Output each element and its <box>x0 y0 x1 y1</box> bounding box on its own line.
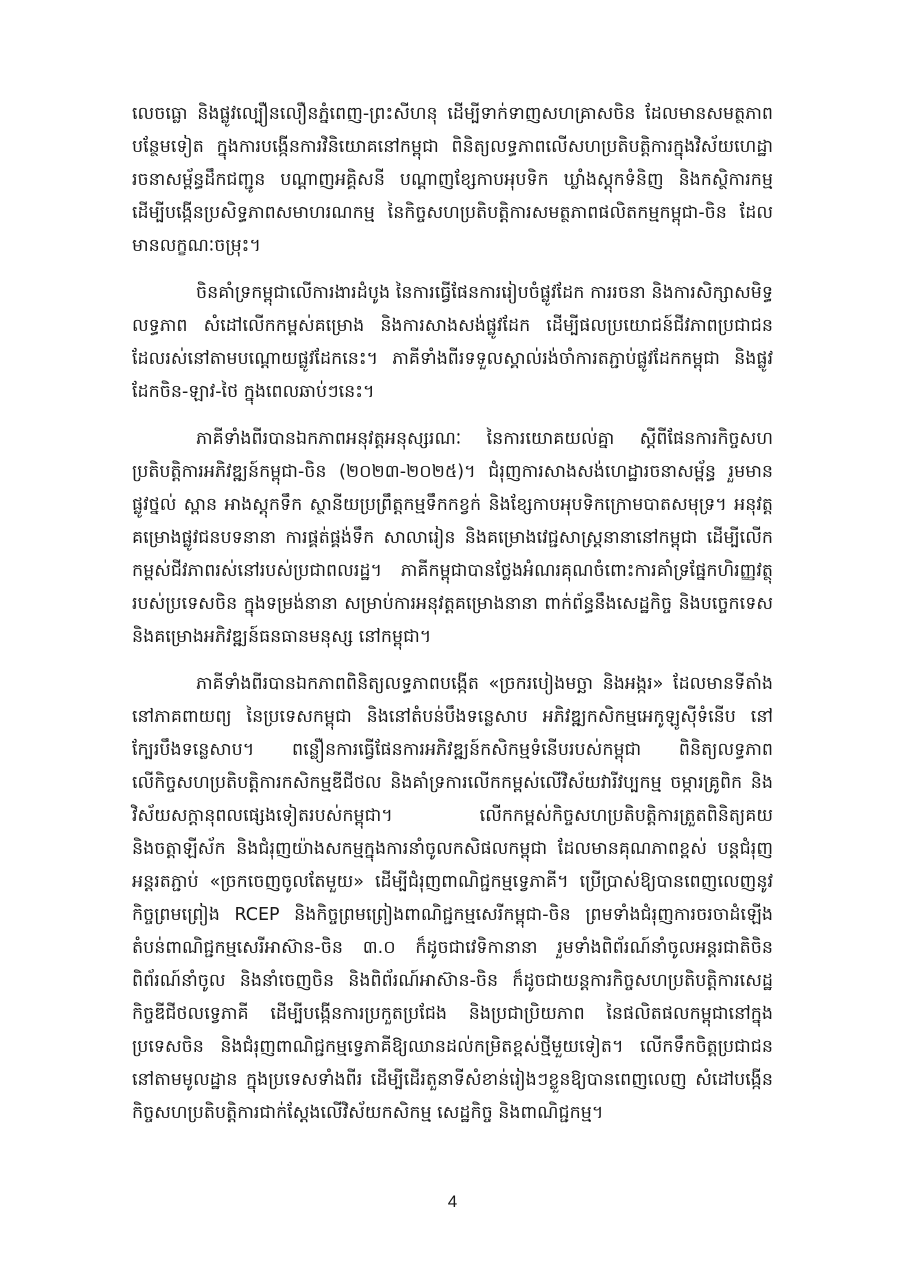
page-number: 4 <box>447 1192 458 1211</box>
paragraph-2: ចិនគាំទ្រកម្ពុជាលើការងារដំបូង នៃការធ្វើផែនការរៀបចំផ្លូវដែក ការរចនា និងការសិក្សាសមិទ្ធលទ្ធភាព សំដៅលើកកម្ពស់គម្រោង និងការសាងសង់ផ្លូវដែក ដើម្បីផលប្រយោជន៍ជីវភាពប្រជាជន ដែលរស់នៅតាមបណ្ដោយផ្លូវដែកនេះ។ ភាគីទាំងពីរទទួលស្គាល់រង់ចាំការតភ្ជាប់ផ្លូវដែកកម្ពុជា និងផ្លូវដែកចិន-ឡាវ-ថៃ ក្នុងពេលឆាប់ៗនេះ។ <box>132 283 773 402</box>
paragraph-4: ភាគីទាំងពីរបានឯកភាពពិនិត្យលទ្ធភាពបង្កើត «ច្រករបៀងមច្ឆា និងអង្ករ» ដែលមានទីតាំងនៅភាគពាយព្យ នៃប្រទេសកម្ពុជា និងនៅតំបន់បឹងទន្លេសាប អភិវឌ្ឍកសិកម្មអេកូឡូស៊ីទំនើប នៅក្បែរបឹងទន្លេសាប។ ពន្លឿនការធ្វើផែនការអភិវឌ្ឍន៍កសិកម្មទំនើបរបស់កម្ពុជា ពិនិត្យលទ្ធភាពលើកិច្ចសហប្រតិបត្តិការកសិកម្មឌីជីថល និងគាំទ្រការលើកកម្ពស់លើវិស័យវារីវប្បកម្ម ចម្ការគ្រូពិក និងវិស័យសក្តានុពលផ្សេងទៀតរបស់កម្ពុជា។ លើកកម្ពស់កិច្ចសហប្រតិបត្តិការត្រួតពិនិត្យគយ និងចត្តាឡីស័ក និងជំរុញយ៉ាងសកម្មក្នុងការនាំចូលកសិផលកម្ពុជា ដែលមានគុណភាពខ្ពស់ បន្តជំរុញអន្តរតភ្ជាប់ «ច្រកចេញចូលតែមួយ» ដើម្បីជំរុញពាណិជ្ជកម្មទ្វេភាគី។ ប្រើប្រាស់ឱ្យបានពេញលេញនូវកិច្ចព្រមព្រៀង RCEP និងកិច្ចព្រមព្រៀងពាណិជ្ជកម្មសេរីកម្ពុជា-ចិន ព្រមទាំងជំរុញការចរចាដំឡើងតំបន់ពាណិជ្ជកម្មសេរីអាស៊ាន-ចិន ៣.០ ក៏ដូចជាវេទិកានានា រួមទាំងពិព័រណ៍នាំចូលអន្តរជាតិចិន ពិព័រណ៍នាំចូល និងនាំចេញចិន និងពិព័រណ៍អាស៊ាន-ចិន ក៏ដូចជាយន្តការកិច្ចសហប្រតិបត្តិការសេដ្ឋកិច្ចឌីជីថលទ្វេភាគី ដើម្បីបង្កើនការប្រកួតប្រជែង និងប្រជាប្រិយភាព នៃផលិតផលកម្ពុជានៅក្នុងប្រទេសចិន និងជំរុញពាណិជ្ជកម្មទ្វេភាគីឱ្យឈានដល់កម្រិតខ្ពស់ថ្មីមួយទៀត។ លើកទឹកចិត្តប្រជាជននៅតាមមូលដ្ឋាន ក្នុងប្រទេសទាំងពីរ ដើម្បីដើរតួនាទីសំខាន់រៀងៗខ្លួនឱ្យបានពេញលេញ សំដៅបង្កើនកិច្ចសហប្រតិបត្តិការជាក់ស្តែងលើវិស័យកសិកម្ម សេដ្ឋកិច្ច និងពាណិជ្ជកម្ម។ <box>132 674 773 1123</box>
paragraph-1: លេចធ្លោ និងផ្លូវល្បឿនលឿនភ្នំពេញ-ព្រះសីហនុ ដើម្បីទាក់ទាញសហគ្រាសចិន ដែលមានសមត្ថភាពបន្ថែមទៀត ក្នុងការបង្កើនការវិនិយោគនៅកម្ពុជា ពិនិត្យលទ្ធភាពលើសហប្រតិបត្តិការក្នុងវិស័យហេដ្ឋារចនាសម្ព័ន្ធដឹកជញ្ជូន បណ្ដាញអគ្គិសនី បណ្ដាញខ្សែកាបអុបទិក ឃ្លាំងស្តុកទំនិញ និងកសិ្ថការកម្ម ដើម្បីបង្កើនប្រសិទ្ធភាពសមាហរណកម្ម នៃកិច្ចសហប្រតិបត្តិការសមត្ថភាពផលិតកម្មកម្ពុជា-ចិន ដែលមានលក្ខណៈចម្រុះ។ <box>132 104 773 256</box>
paragraph-3: ភាគីទាំងពីរបានឯកភាពអនុវត្តអនុស្សរណៈ នៃការយោគយល់គ្នា ស្តីពីផែនការកិច្ចសហប្រតិបត្តិការអភិវឌ្ឍន៍កម្ពុជា-ចិន (២០២៣-២០២៥)។ ជំរុញការសាងសង់ហេដ្ឋារចនាសម្ព័ន្ធ រួមមាន ផ្លូវថ្នល់ ស្ពាន អាងស្តុកទឹក ស្ថានីយប្រព្រឹត្តកម្មទឹកកខ្វក់ និងខ្សែកាបអុបទិកក្រោមបាតសមុទ្រ។ អនុវត្តគម្រោងផ្លូវជនបទនានា ការផ្គត់ផ្គង់ទឹក សាលារៀន និងគម្រោងវេជ្ជសាស្ត្រនានានៅកម្ពុជា ដើម្បីលើកកម្ពស់ជីវភាពរស់នៅរបស់ប្រជាពលរដ្ឋ។ ភាគីកម្ពុជាបានថ្លែងអំណរគុណចំពោះការគាំទ្រផ្នែកហិរញ្ញវត្ថុរបស់ប្រទេសចិន ក្នុងទម្រង់នានា សម្រាប់ការអនុវត្តគម្រោងនានា ពាក់ព័ន្ធនឹងសេដ្ឋកិច្ច និងបច្ចេកទេស និងគម្រោងអភិវឌ្ឍន៍ធនធានមនុស្ស នៅកម្ពុជា។ <box>132 429 773 647</box>
